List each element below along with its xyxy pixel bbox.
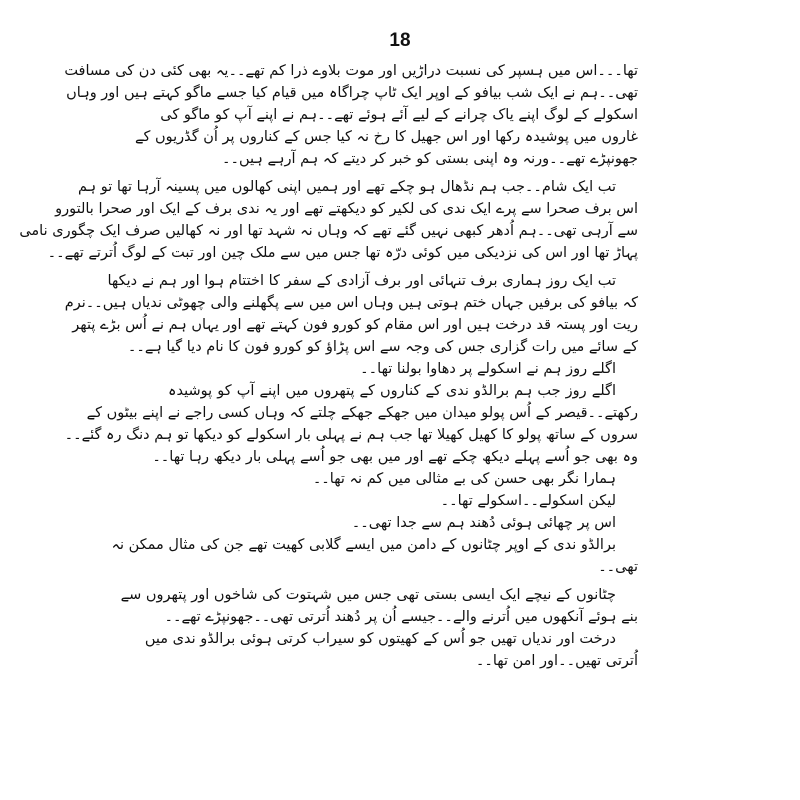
text-line: ہمارا نگر بھی حسن کی بے مثالی میں کم نہ تھا۔۔ bbox=[312, 471, 616, 487]
text-line: اس پر چھائی ہوئی دُھند ہم سے جدا تھی۔۔ bbox=[351, 515, 616, 531]
text-line: پہاڑ تھا اور اس کی نزدیکی میں کوئی درّہ تھا جس میں سے ملک چین اور تبت کے لوگ اُترتے تھے۔۔ bbox=[47, 245, 638, 261]
text-line: سروں کے ساتھ پولو کا کھیل کھیلا تھا جب ہم نے پہلی بار اسکولے کو دیکھا تو ہم دنگ رہ گئے۔۔ bbox=[64, 427, 638, 443]
text-line: اس برف صحرا سے پرے ایک ندی کی لکیر کو دیکھتے تھے اور یہ ندی برف کے ایک اور صحرا بالتورو bbox=[55, 201, 638, 217]
text-line: وہ بھی جو اُسے پہلے دیکھ چکے تھے اور میں بھی جو اُسے پہلی بار دیکھ رہا تھا۔۔ bbox=[152, 449, 638, 465]
text-line: چٹانوں کے نیچے ایک ایسی بستی تھی جس میں شہتوت کی شاخوں اور پتھروں سے bbox=[120, 587, 616, 603]
text-line: تھا۔۔۔اس میں ہسپر کی نسبت دراڑیں اور موت بلاوے ذرا کم تھے۔۔یہ بھی کئی دن کی مسافت bbox=[64, 63, 638, 79]
text-line: درخت اور ندیاں تھیں جو اُس کے کھیتوں کو سیراب کرتی ہوئی برالڈو ندی میں bbox=[144, 631, 616, 647]
text-line: برالڈو ندی کے اوپر چٹانوں کے دامن میں ایسے گلابی کھیت تھے جن کی مثال ممکن نہ bbox=[111, 537, 616, 553]
text-line: اُترتی تھیں۔۔اور امن تھا۔۔ bbox=[475, 653, 638, 669]
text-line: کہ بیافو کی برفیں جہاں ختم ہوتی ہیں وہاں اس میں سے پگھلنے والی چھوٹی ندیاں ہیں۔۔نرم bbox=[64, 295, 638, 311]
text-line: جھونپڑے تھے۔۔ورنہ وہ اپنی بستی کو خبر کر دیتے کہ ہم آرہے ہیں۔۔ bbox=[221, 151, 638, 167]
text-line: بنے ہوئے آنکھوں میں اُترنے والے۔۔جیسے اُن پر دُھند اُترتی تھی۔۔جھونپڑے تھے۔۔ bbox=[164, 609, 638, 625]
urdu-text-block bbox=[19, 60, 638, 672]
text-line: اسکولے کے لوگ اپنے یاک چرانے کے لیے آئے ہوئے تھے۔۔ہم نے اپنے آپ کو ماگو کی bbox=[160, 107, 638, 123]
text-line: رکھتے۔۔قیصر کے اُس پولو میدان میں جھکے جھکے چلتے کہ وہاں کسی راجے نے اپنے بیٹوں کے bbox=[86, 405, 638, 421]
text-line: کے سائے میں رات گزاری جس کی وجہ سے اس پڑاؤ کو کورو فون کا نام دیا گیا ہے۔۔ bbox=[127, 339, 638, 355]
text-line: غاروں میں پوشیدہ رکھا اور اس جھیل کا رخ نہ کیا جس کے کناروں پر اُن گڈریوں کے bbox=[134, 129, 638, 145]
text-line: لیکن اسکولے۔۔اسکولے تھا۔۔ bbox=[440, 493, 616, 509]
text-line: سے آرہی تھی۔۔ہم اُدھر کبھی نہیں گئے تھے کہ وہاں نہ شہد تھا اور نہ کھالیں صرف ایک چگوری نامی bbox=[19, 223, 638, 239]
page-number: 18 bbox=[389, 30, 411, 51]
text-line: ریت اور پستہ قد درخت ہیں اور اس مقام کو کورو فون کہتے تھے اور یہاں ہم نے اُس بڑے پتھر bbox=[72, 317, 638, 333]
text-line: تب ایک روز ہماری برف تنہائی اور برف آزادی کے سفر کا اختتام ہوا اور ہم نے دیکھا bbox=[107, 273, 616, 289]
text-line: تھی۔۔ bbox=[598, 559, 638, 575]
text-line: تب ایک شام۔۔جب ہم نڈھال ہو چکے تھے اور ہمیں اپنی کھالوں میں پسینہ آرہا تھا تو ہم bbox=[77, 179, 616, 195]
text-line: اگلے روز جب ہم برالڈو ندی کے کناروں کے پتھروں میں اپنے آپ کو پوشیدہ bbox=[168, 383, 616, 399]
text-line: اگلے روز ہم نے اسکولے پر دھاوا بولنا تھا۔۔ bbox=[360, 361, 616, 377]
text-line: تھی۔۔ہم نے ایک شب بیافو کے اوپر ایک ٹاپ چراگاہ میں قیام کیا جسے ماگو کہتے ہیں اور وہاں bbox=[66, 85, 638, 101]
